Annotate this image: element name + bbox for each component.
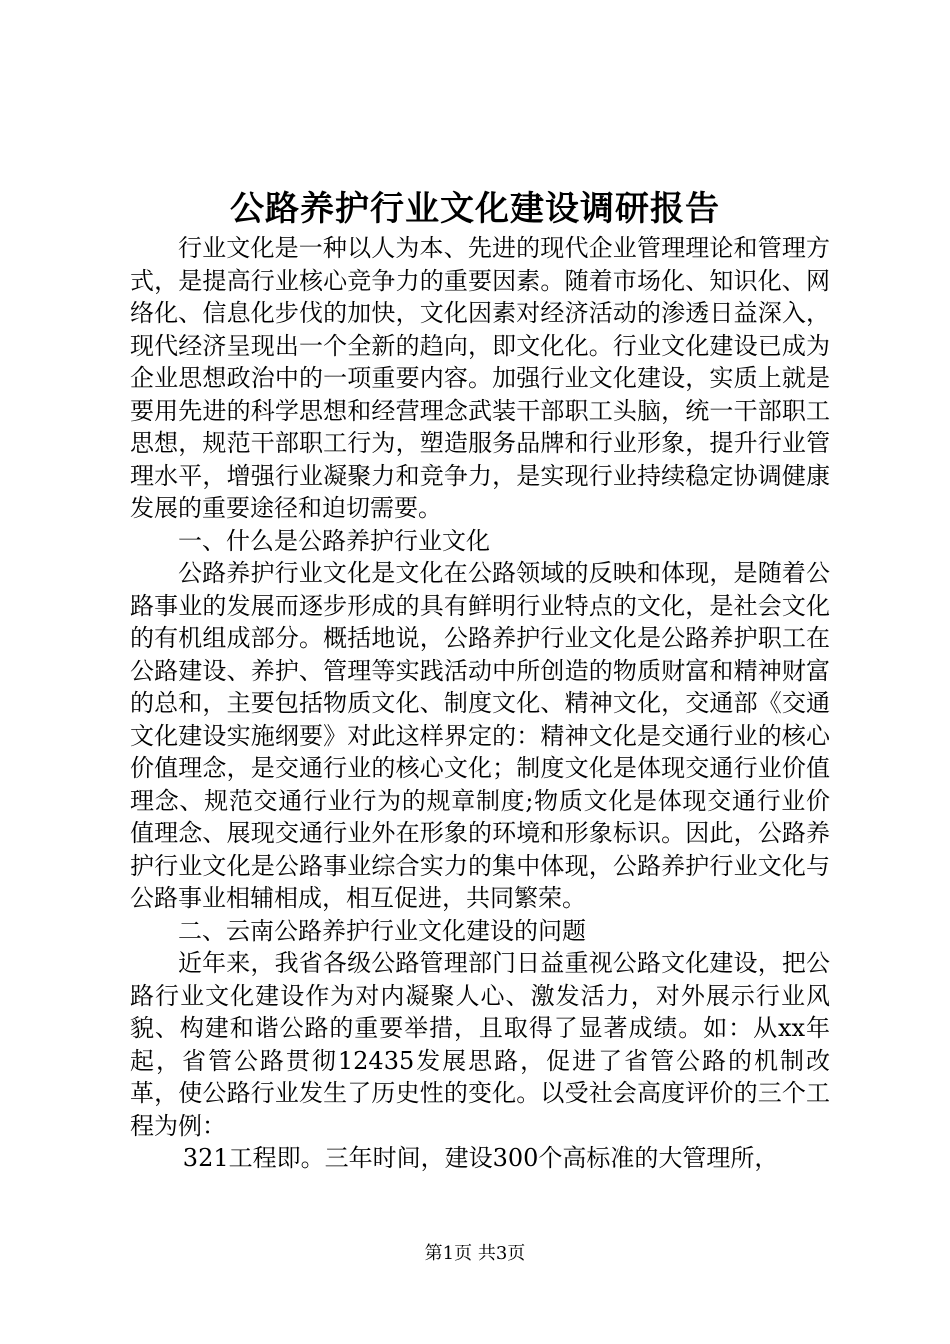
paragraph-definition: 公路养护行业文化是文化在公路领域的反映和体现，是随着公路事业的发展而逐步形成的具有鲜明行业特点的文化，是社会文化的有机组成部分。概括地说，公路养护行业文化是公路养护职工在公路建设、养护、管理等实践活动中所创造的物质财富和精神财富的总和，主要包括物质文化、制度文化、精神文化，交通部《交通文化建设实施纲要》对此这样界定的：精神文化是交通行业的核心价值理念，是交通行业的核心文化；制度文化是体现交通行业价值理念、规范交通行业行为的规章制度;物质文化是体现交通行业价值理念、展现交通行业外在形象的环境和形象标识。因此，公路养护行业文化是公路事业综合实力的集中体现，公路养护行业文化与公路事业相辅相成，相互促进，共同繁荣。 [130, 559, 830, 912]
document-body [130, 232, 830, 1175]
section-heading-1: 一、什么是公路养护行业文化 [178, 526, 490, 555]
paragraph-progress: 近年来，我省各级公路管理部门日益重视公路文化建设，把公路行业文化建设作为对内凝聚人心、激发活力，对外展示行业风貌、构建和谐公路的重要举措，且取得了显著成绩。如：从xx年起，省管公路贯彻12435发展思路，促进了省管公路的机制改革，使公路行业发生了历史性的变化。以受社会高度评价的三个工程为例： [130, 949, 830, 1140]
paragraph-intro: 行业文化是一种以人为本、先进的现代企业管理理论和管理方式，是提高行业核心竞争力的重要因素。随着市场化、知识化、网络化、信息化步伐的加快，文化因素对经济活动的渗透日益深入，现代经济呈现出一个全新的趋向，即文化化。行业文化建设已成为企业思想政治中的一项重要内容。加强行业文化建设，实质上就是要用先进的科学思想和经营理念武装干部职工头脑，统一干部职工思想，规范干部职工行为，塑造服务品牌和行业形象，提升行业管理水平，增强行业凝聚力和竞争力，是实现行业持续稳定协调健康发展的重要途径和迫切需要。 [130, 234, 830, 522]
page-number-footer: 第1页 共3页 [424, 1243, 526, 1264]
section-heading-2: 二、云南公路养护行业文化建设的问题 [178, 916, 586, 945]
paragraph-321-project: 321工程即。三年时间，建设300个高标准的大管理所， [182, 1144, 779, 1172]
document-title: 公路养护行业文化建设调研报告 [230, 189, 720, 229]
